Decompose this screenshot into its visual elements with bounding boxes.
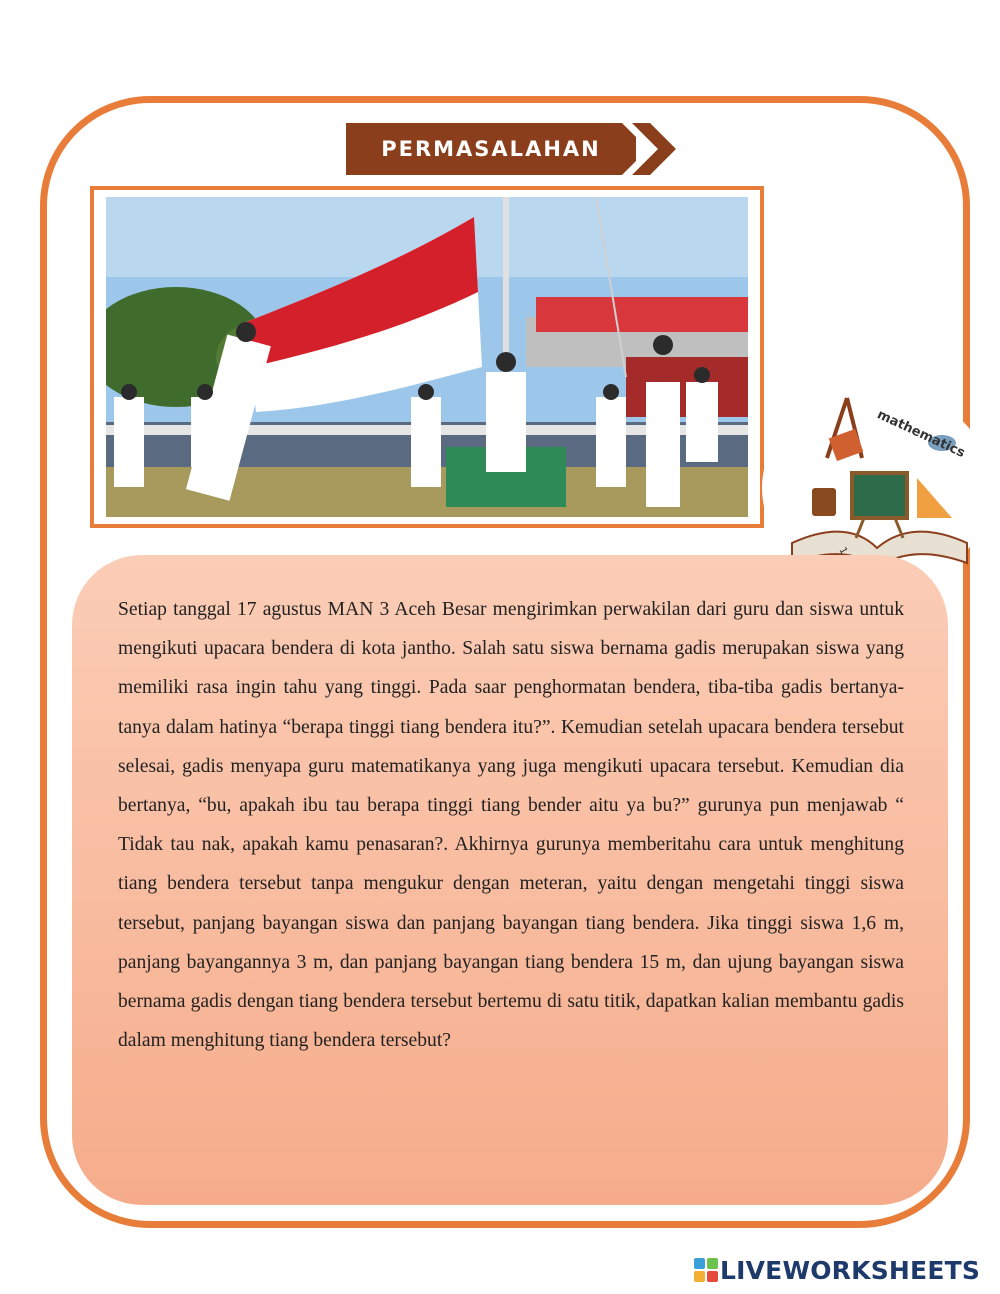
flag-ceremony-photo — [106, 197, 748, 517]
mathematics-illustration — [752, 378, 984, 584]
problem-story: Setiap tanggal 17 agustus MAN 3 Aceh Besar mengirimkan perwakilan dari guru dan siswa untuk mengikuti upacara bendera di kota jantho. Salah satu siswa bernama gadis merupakan siswa yang memiliki rasa ingin tahu yang tinggi. Pada saar penghormatan bendera, tiba-tiba gadis bertanya-tanya dalam hatinya “berapa tinggi tiang bendera itu?”. Kemudian setelah upacara bendera tersebut selesai, gadis menyapa guru matematikanya yang juga mengikuti upacara tersebut. Kemudian dia bertanya, “bu, apakah ibu tau berapa tinggi tiang bender aitu ya bu?” gurunya pun menjawab “ Tidak tau nak, apakah kamu penasaran?. Akhirnya gurunya memberitahu cara untuk menghitung tiang bendera tersebut tanpa mengukur dengan meteran, yaitu dengan mengetahi tinggi siswa tersebut, panjang bayangan siswa dan panjang bayangan tiang bendera. Jika tinggi siswa 1,6 m, panjang bayangannya 3 m, dan panjang bayangan tiang bendera 15 m, dan ujung bayangan siswa bernama gadis dengan tiang bendera tersebut bertemu di satu titik, dapatkan kalian membantu gadis dalam menghitung tiang bendera tersebut? — [118, 599, 904, 1052]
liveworksheets-logo[interactable] — [694, 1256, 980, 1284]
section-banner — [346, 123, 636, 175]
chevron-right-icon — [622, 123, 686, 175]
logo-text: LIVEWORKSHEETS — [720, 1255, 981, 1285]
illustration-label: mathematics — [874, 407, 968, 462]
banner-title: PERMASALAHAN — [381, 137, 601, 161]
logo-grid-icon — [694, 1258, 718, 1282]
